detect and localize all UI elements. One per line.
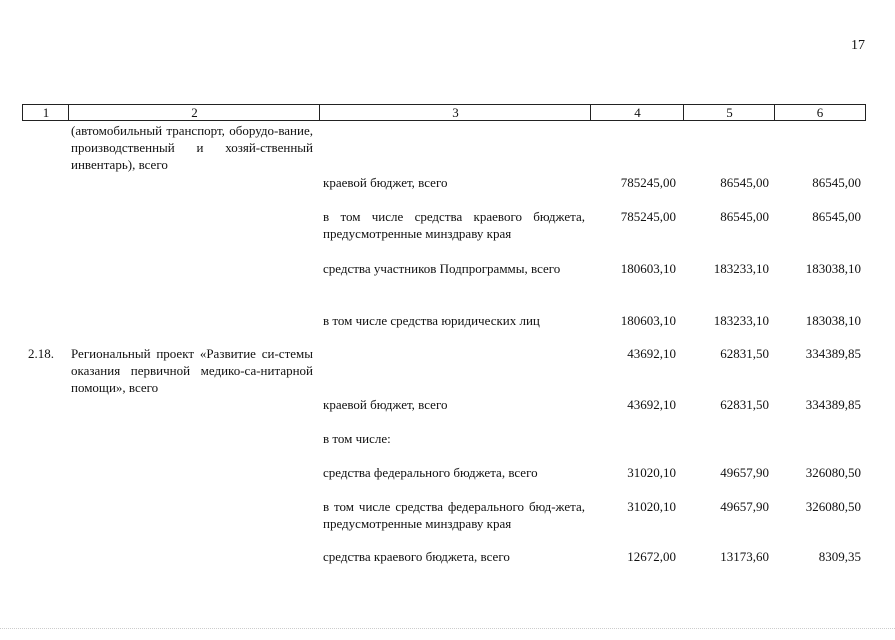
row-value-col4: 785245,00: [620, 209, 676, 224]
item-number: 2.18.: [28, 346, 54, 361]
row-value-col4: 180603,10: [620, 261, 676, 276]
page-number: 17: [851, 38, 865, 53]
row-label: в том числе средства юридических лиц: [323, 313, 540, 328]
row-value-col4: 180603,10: [620, 313, 676, 328]
scan-artifact-line: [0, 628, 895, 631]
row-value-col6: 334389,85: [805, 346, 861, 361]
header-col-1: 1: [22, 105, 69, 120]
row-value-col6: 86545,00: [812, 175, 861, 190]
header-col-5: 5: [683, 105, 775, 120]
header-col-3: 3: [319, 105, 591, 120]
row-label: средства участников Подпрограммы, всего: [323, 261, 561, 276]
row-value-col4: 31020,10: [627, 465, 676, 480]
row-value-col4: 43692,10: [627, 346, 676, 361]
header-col-4: 4: [590, 105, 684, 120]
row-value-col5: 183233,10: [713, 261, 769, 276]
row-value-col5: 13173,60: [720, 549, 769, 564]
row-value-col6: 86545,00: [812, 209, 861, 224]
row-value-col5: 62831,50: [720, 397, 769, 412]
row-value-col5: 49657,90: [720, 465, 769, 480]
continued-description: (автомобильный транспорт, оборудо-вание, производственный и хозяй-ственный инвентарь), всего: [71, 123, 313, 172]
row-label: в том числе средства краевого бюджета, предусмотренные минздраву края: [323, 209, 585, 241]
row-value-col6: 326080,50: [805, 465, 861, 480]
row-label: краевой бюджет, всего: [323, 175, 448, 190]
row-label: в том числе:: [323, 431, 391, 446]
row-value-col4: 12672,00: [627, 549, 676, 564]
row-value-col5: 86545,00: [720, 175, 769, 190]
row-value-col6: 8309,35: [818, 549, 861, 564]
header-col-6: 6: [774, 105, 866, 120]
item-description: Региональный проект «Развитие си-стемы оказания первичной медико-са-нитарной помощи», всего: [71, 346, 313, 395]
header-col-2: 2: [68, 105, 320, 120]
row-value-col6: 334389,85: [805, 397, 861, 412]
row-value-col5: 49657,90: [720, 499, 769, 514]
row-value-col6: 183038,10: [805, 313, 861, 328]
row-value-col5: 62831,50: [720, 346, 769, 361]
row-value-col4: 31020,10: [627, 499, 676, 514]
table-header: [22, 104, 866, 121]
row-value-col6: 326080,50: [805, 499, 861, 514]
row-value-col4: 43692,10: [627, 397, 676, 412]
row-value-col5: 86545,00: [720, 209, 769, 224]
row-label: в том числе средства федерального бюд-жета, предусмотренные минздраву края: [323, 499, 585, 531]
row-label: средства краевого бюджета, всего: [323, 549, 510, 564]
row-value-col6: 183038,10: [805, 261, 861, 276]
row-value-col4: 785245,00: [620, 175, 676, 190]
row-value-col5: 183233,10: [713, 313, 769, 328]
row-label: средства федерального бюджета, всего: [323, 465, 538, 480]
row-label: краевой бюджет, всего: [323, 397, 448, 412]
